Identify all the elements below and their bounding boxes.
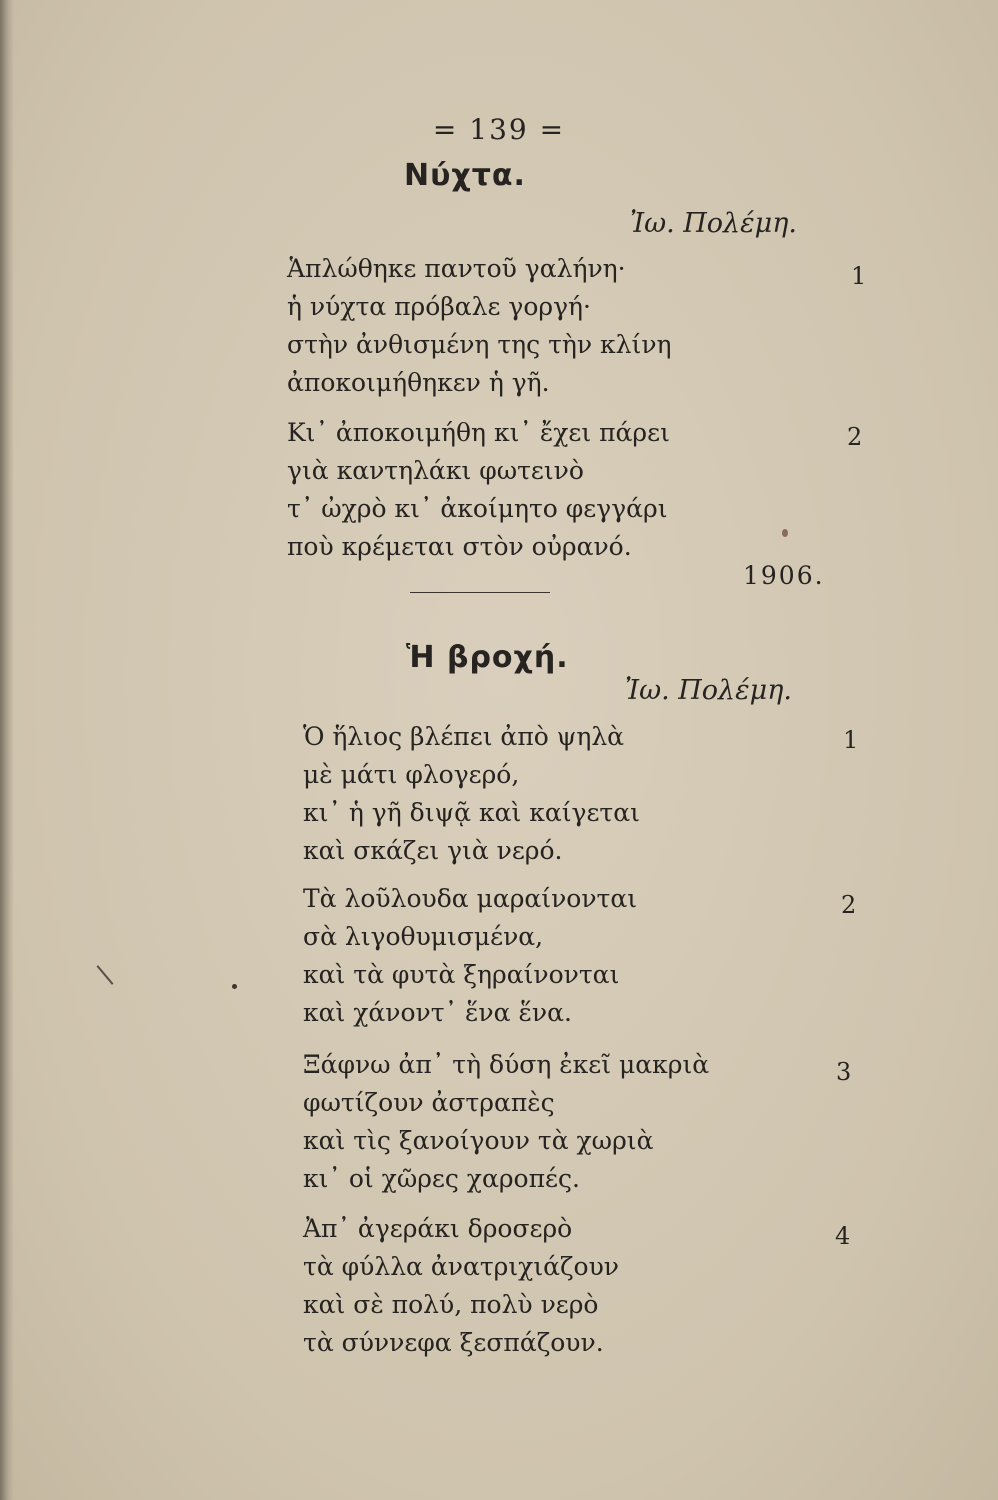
verse-line: ἡ νύχτα πρόβαλε γοργή· — [287, 292, 591, 321]
poem-year: 1906. — [743, 561, 825, 590]
verse-line: τ᾿ ὠχρὸ κι᾿ ἀκοίμητο φεγγάρι — [287, 494, 668, 523]
stanza — [287, 250, 672, 402]
verse-line: σὰ λιγοθυμισμένα, — [303, 922, 544, 951]
verse-line: Ἀπ᾿ ἀγεράκι δροσερὸ — [303, 1214, 573, 1243]
verse-line: Κι᾿ ἀποκοιμήθη κι᾿ ἔχει πάρει — [287, 418, 670, 447]
section-divider — [410, 592, 550, 593]
stanza — [303, 718, 640, 870]
verse-line: κι᾿ ἡ γῆ διψᾷ καὶ καίγεται — [303, 798, 640, 827]
verse-line: Ἁπλώθηκε παντοῦ γαλήνη· — [287, 254, 626, 283]
stanza-number: 3 — [836, 1058, 852, 1086]
verse-line: καὶ τὶς ξανοίγουν τὰ χωριὰ — [303, 1126, 654, 1155]
stanza-number: 2 — [841, 891, 857, 919]
pencil-mark — [97, 965, 114, 985]
stanza — [303, 1210, 619, 1362]
verse-line: μὲ μάτι φλογερό, — [303, 760, 520, 789]
stanza — [303, 1046, 709, 1198]
poem-author: Ἰω. Πολέμη. — [630, 208, 797, 239]
verse-line: καὶ χάνοντ᾿ ἕνα ἕνα. — [303, 998, 572, 1027]
poem-title: Ἡ βροχή. — [406, 640, 569, 675]
stanza-number: 1 — [851, 262, 867, 290]
verse-line: τὰ φύλλα ἀνατριχιάζουν — [303, 1252, 620, 1281]
verse-line: καὶ σκάζει γιὰ νερό. — [303, 836, 563, 865]
verse-line: Ξάφνω ἀπ᾿ τὴ δύση ἐκεῖ μακριὰ — [303, 1050, 710, 1079]
ink-speck — [782, 529, 788, 537]
verse-line: κι᾿ οἱ χῶρες χαροπές. — [303, 1164, 580, 1193]
page-number: = 139 = — [432, 113, 566, 146]
stanza-number: 2 — [847, 423, 863, 451]
stanza — [287, 414, 670, 566]
ink-dot — [232, 984, 237, 989]
verse-line: στὴν ἀνθισμένη της τὴν κλίνη — [287, 330, 672, 359]
poem-author: Ἰω. Πολέμη. — [625, 675, 792, 706]
poem-title: Νύχτα. — [404, 158, 526, 193]
verse-line: καὶ σὲ πολύ, πολὺ νερὸ — [303, 1290, 599, 1319]
verse-line: καὶ τὰ φυτὰ ξηραίνονται — [303, 960, 620, 989]
verse-line: Τὰ λοῦλουδα μαραίνονται — [303, 884, 638, 913]
stanza-number: 4 — [835, 1222, 851, 1250]
verse-line: ἀποκοιμήθηκεν ἡ γῆ. — [287, 368, 550, 397]
verse-line: τὰ σύννεφα ξεσπάζουν. — [303, 1328, 604, 1357]
stanza — [303, 880, 637, 1032]
verse-line: γιὰ καντηλάκι φωτεινὸ — [287, 456, 584, 485]
stanza-number: 1 — [843, 726, 859, 754]
verse-line: φωτίζουν ἀστραπὲς — [303, 1088, 555, 1117]
verse-line: Ὁ ἥλιος βλέπει ἀπὸ ψηλὰ — [303, 722, 625, 751]
verse-line: ποὺ κρέμεται στὸν οὐρανό. — [287, 532, 632, 561]
